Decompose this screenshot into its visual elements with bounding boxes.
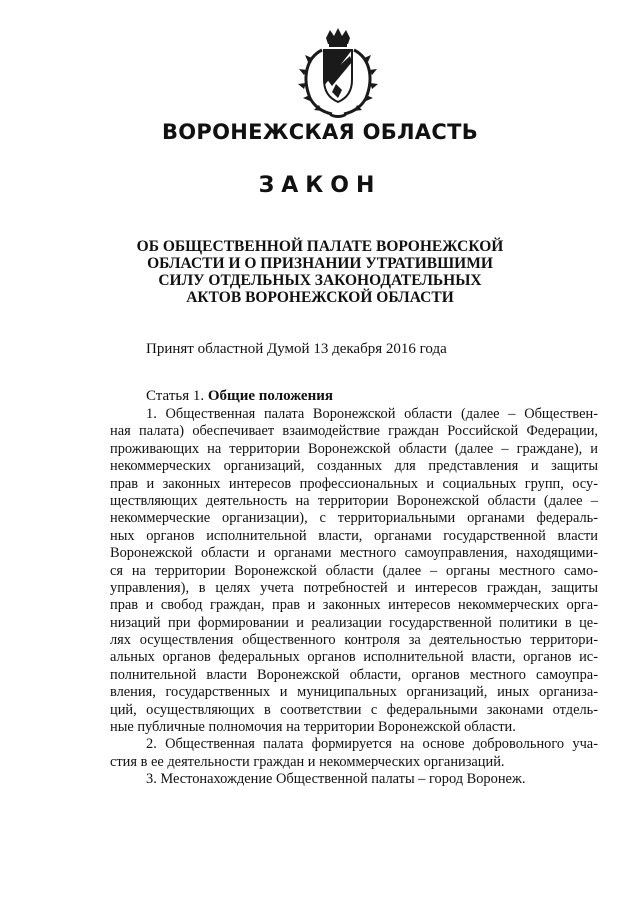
body-text-line: лях осуществления общественного контроля за деятельностью территори-	[110, 632, 598, 649]
body-text-line: ные публичные полномочия на территории Воронежской области.	[110, 719, 516, 736]
body-text-line: 1. Общественная палата Воронежской области (далее – Обществен-	[146, 406, 598, 422]
document-title-line: АКТОВ ВОРОНЕЖСКОЙ ОБЛАСТИ	[186, 289, 454, 306]
body-text-line: управления), в целях учета потребностей и интересов граждан, защиты	[110, 579, 598, 596]
body-text-line: полнительной власти Воронежской области, органов местного самоупра-	[110, 666, 598, 683]
article-heading	[146, 388, 333, 405]
voronezh-coat-of-arms-icon	[292, 28, 384, 120]
body-text-line: некоммерческих организаций, созданных для представления и защиты	[110, 458, 598, 475]
body-text-line: низаций при формировании и реализации государственной политики в це-	[110, 614, 598, 631]
body-text-line: ся на территории Воронежской области (далее – органы местного само-	[110, 562, 598, 579]
document-title-line: СИЛУ ОТДЕЛЬНЫХ ЗАКОНОДАТЕЛЬНЫХ	[158, 272, 482, 289]
body-text-line: некоммерческие организации), с территориальными органами федераль-	[110, 510, 598, 527]
article-body	[110, 406, 598, 789]
body-text-line: вления, государственных и муниципальных организаций, иных организа-	[110, 684, 598, 701]
article-title: Общие положения	[207, 388, 333, 404]
body-text-line: ная палата) обеспечивает взаимодействие граждан Российской Федерации,	[110, 423, 598, 440]
document-title	[100, 238, 540, 306]
document-title-line: ОБ ОБЩЕСТВЕННОЙ ПАЛАТЕ ВОРОНЕЖСКОЙ	[136, 238, 504, 255]
body-text-line: стия в ее деятельности граждан и некоммерческих организаций.	[110, 753, 505, 770]
body-text-line: прав и законных интересов профессиональных и социальных групп, осу-	[110, 475, 598, 492]
body-text-line: Воронежской области и органами местного самоуправления, находящими-	[110, 545, 598, 562]
body-text-line: альных органов федеральных органов исполнительной власти, органов ис-	[110, 649, 598, 666]
adoption-date-text: Принят областной Думой 13 декабря 2016 года	[146, 341, 447, 357]
law-title: ЗАКОН	[258, 173, 382, 198]
body-text-line: ных органов исполнительной власти, органами государственной власти	[110, 527, 598, 544]
body-text-line: проживающих на территории Воронежской области (далее – граждане), и	[110, 440, 598, 457]
body-text-line: 2. Общественная палата формируется на основе добровольного уча-	[146, 736, 598, 753]
document-title-line: ОБЛАСТИ И О ПРИЗНАНИИ УТРАТИВШИМИ	[147, 255, 493, 272]
body-text-line: ществляющих деятельность на территории Воронежской области (далее –	[110, 492, 598, 509]
body-text-line: ций, осуществляющих в соответствии с федеральными законами отдель-	[110, 701, 598, 718]
body-text-line: 3. Местонахождение Общественной палаты – город Воронеж.	[146, 771, 526, 788]
article-number: Статья 1.	[146, 388, 205, 404]
body-text-line: прав и свобод граждан, прав и законных интересов некоммерческих орга-	[110, 597, 598, 614]
region-title: ВОРОНЕЖСКАЯ ОБЛАСТЬ	[161, 120, 479, 144]
